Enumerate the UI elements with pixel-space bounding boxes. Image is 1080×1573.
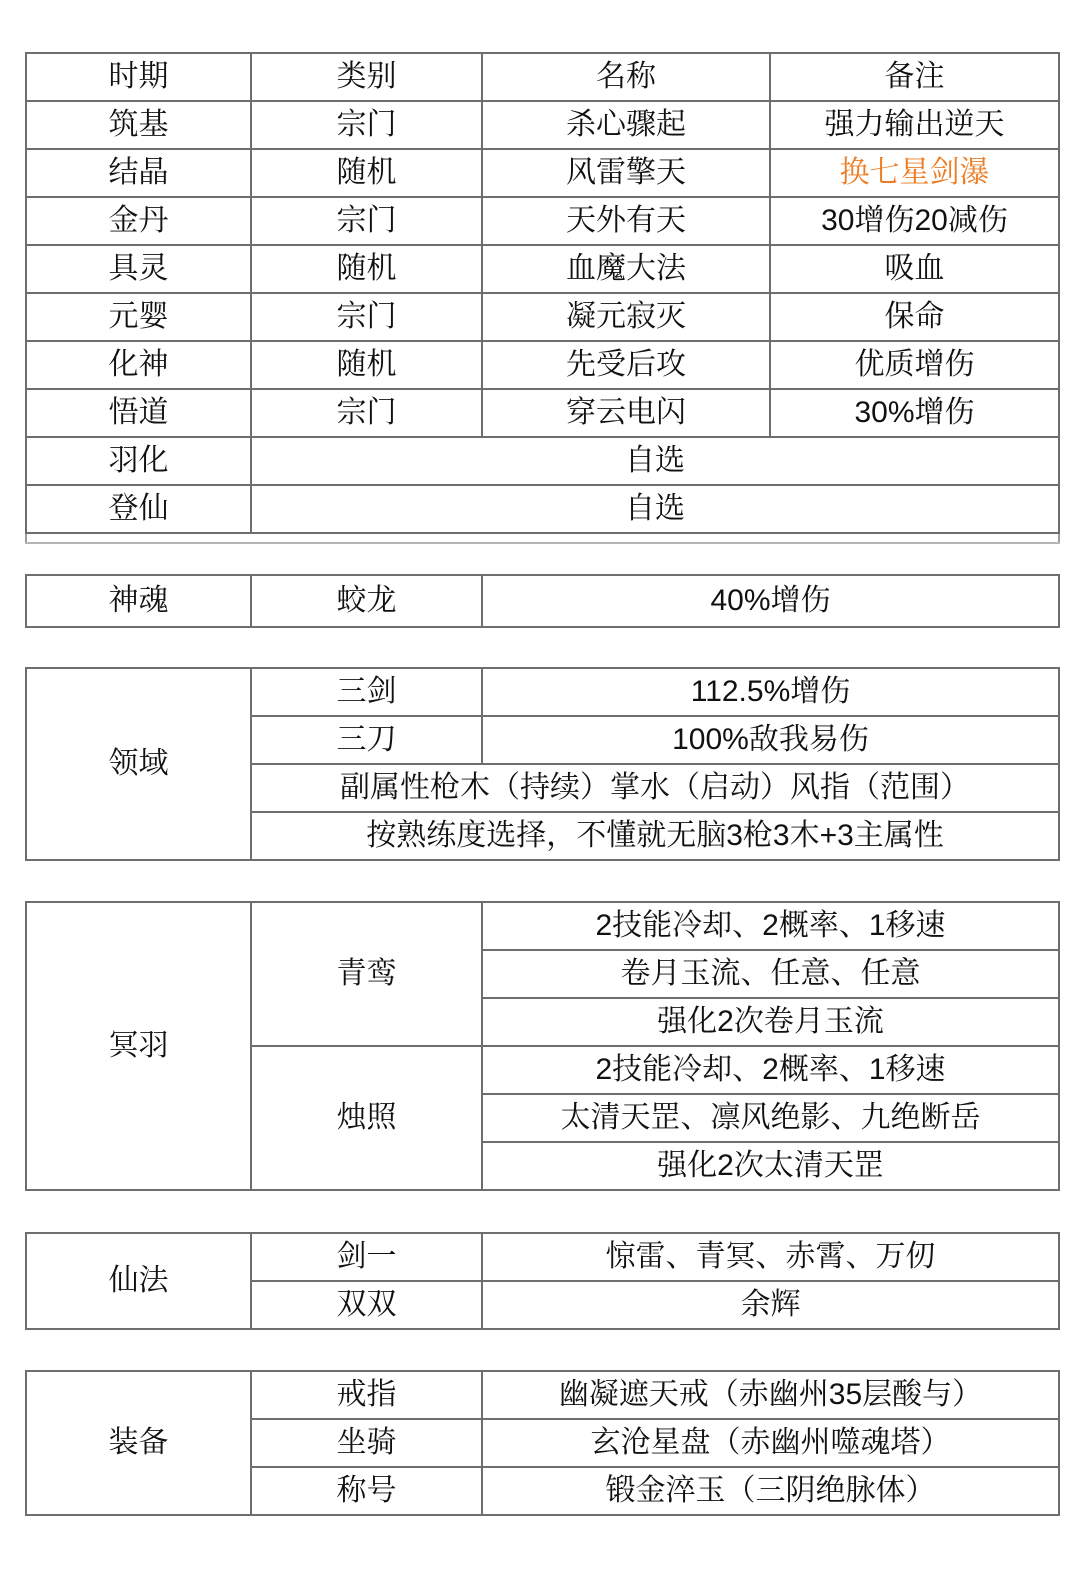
equip-slot-cell: 戒指: [251, 1371, 482, 1419]
note-cell: 保命: [770, 293, 1059, 341]
table-row: [26, 1371, 1059, 1419]
soul-type-cell: 蛟龙: [251, 575, 482, 627]
category-cell: 宗门: [251, 197, 482, 245]
domain-note-cell: 100%敌我易伤: [482, 716, 1059, 764]
empty-cell: [26, 533, 1059, 543]
soul-table: [25, 574, 1060, 628]
period-cell: 金丹: [26, 197, 251, 245]
section-gap: [25, 861, 1058, 901]
domain-note-cell: 112.5%增伤: [482, 668, 1059, 716]
category-cell: 宗门: [251, 389, 482, 437]
table-row: [26, 101, 1059, 149]
skill-name-cell: 穿云电闪: [482, 389, 770, 437]
period-cell: 登仙: [26, 485, 251, 533]
pet-detail-cell: 2技能冷却、2概率、1移速: [482, 902, 1059, 950]
table-row: [26, 389, 1059, 437]
equipment-label-cell: 装备: [26, 1371, 251, 1515]
pet-detail-cell: 强化2次卷月玉流: [482, 998, 1059, 1046]
xianfa-note-cell: 惊雷、青冥、赤霄、万仞: [482, 1233, 1059, 1281]
category-cell: 随机: [251, 245, 482, 293]
empty-spacer-row: [26, 533, 1059, 543]
skill-name-cell: 风雷擎天: [482, 149, 770, 197]
period-cell: 结晶: [26, 149, 251, 197]
equip-item-cell: 锻金淬玉（三阴绝脉体）: [482, 1467, 1059, 1515]
domain-fullwidth-cell: 按熟练度选择，不懂就无脑3枪3木+3主属性: [251, 812, 1059, 860]
period-cell: 具灵: [26, 245, 251, 293]
xianfa-type-cell: 剑一: [251, 1233, 482, 1281]
table-row: [26, 485, 1059, 533]
note-cell-highlighted: 换七星剑瀑: [770, 149, 1059, 197]
pet-detail-cell: 2技能冷却、2概率、1移速: [482, 1046, 1059, 1094]
category-cell: 宗门: [251, 293, 482, 341]
skills-table: [25, 52, 1060, 544]
table-row: [26, 341, 1059, 389]
period-cell: 羽化: [26, 437, 251, 485]
domain-label-cell: 领域: [26, 668, 251, 860]
skill-name-cell: 杀心骤起: [482, 101, 770, 149]
free-choice-cell: 自选: [251, 437, 1059, 485]
category-cell: 随机: [251, 149, 482, 197]
note-cell: 吸血: [770, 245, 1059, 293]
equip-slot-cell: 坐骑: [251, 1419, 482, 1467]
skill-name-cell: 血魔大法: [482, 245, 770, 293]
header-cell-name: 名称: [482, 53, 770, 101]
pet-name-cell: 青鸾: [251, 902, 482, 1046]
table-row: [26, 293, 1059, 341]
xianfa-type-cell: 双双: [251, 1281, 482, 1329]
table-row: [26, 902, 1059, 950]
table-row: [26, 668, 1059, 716]
header-cell-period: 时期: [26, 53, 251, 101]
period-cell: 悟道: [26, 389, 251, 437]
note-cell: 30%增伤: [770, 389, 1059, 437]
note-cell: 30增伤20减伤: [770, 197, 1059, 245]
mingyu-table: [25, 901, 1060, 1191]
equipment-table: [25, 1370, 1060, 1516]
skill-name-cell: 天外有天: [482, 197, 770, 245]
table-row: [26, 245, 1059, 293]
mingyu-label-cell: 冥羽: [26, 902, 251, 1190]
domain-fullwidth-cell: 副属性枪木（持续）掌水（启动）风指（范围）: [251, 764, 1059, 812]
table-row: [26, 575, 1059, 627]
section-gap: [25, 628, 1058, 667]
section-gap: [25, 1330, 1058, 1370]
header-cell-category: 类别: [251, 53, 482, 101]
skill-name-cell: 先受后攻: [482, 341, 770, 389]
category-cell: 宗门: [251, 101, 482, 149]
domain-type-cell: 三刀: [251, 716, 482, 764]
period-cell: 筑基: [26, 101, 251, 149]
domain-table: [25, 667, 1060, 861]
table-row: [26, 1233, 1059, 1281]
free-choice-cell: 自选: [251, 485, 1059, 533]
xianfa-label-cell: 仙法: [26, 1233, 251, 1329]
table-row: [26, 197, 1059, 245]
table-row: [26, 437, 1059, 485]
skill-name-cell: 凝元寂灭: [482, 293, 770, 341]
table-row: [26, 149, 1059, 197]
section-gap: [25, 544, 1058, 574]
equip-item-cell: 玄沧星盘（赤幽州噬魂塔）: [482, 1419, 1059, 1467]
pet-detail-cell: 强化2次太清天罡: [482, 1142, 1059, 1190]
soul-note-cell: 40%增伤: [482, 575, 1059, 627]
equip-item-cell: 幽凝遮天戒（赤幽州35层酸与）: [482, 1371, 1059, 1419]
pet-detail-cell: 卷月玉流、任意、任意: [482, 950, 1059, 998]
soul-label-cell: 神魂: [26, 575, 251, 627]
xianfa-note-cell: 余辉: [482, 1281, 1059, 1329]
domain-type-cell: 三剑: [251, 668, 482, 716]
note-cell: 优质增伤: [770, 341, 1059, 389]
header-cell-note: 备注: [770, 53, 1059, 101]
xianfa-table: [25, 1232, 1060, 1330]
skills-header-row: [26, 53, 1059, 101]
pet-detail-cell: 太清天罡、凛风绝影、九绝断岳: [482, 1094, 1059, 1142]
pet-name-cell: 烛照: [251, 1046, 482, 1190]
period-cell: 化神: [26, 341, 251, 389]
note-cell: 强力输出逆天: [770, 101, 1059, 149]
category-cell: 随机: [251, 341, 482, 389]
equip-slot-cell: 称号: [251, 1467, 482, 1515]
period-cell: 元婴: [26, 293, 251, 341]
section-gap: [25, 1191, 1058, 1232]
